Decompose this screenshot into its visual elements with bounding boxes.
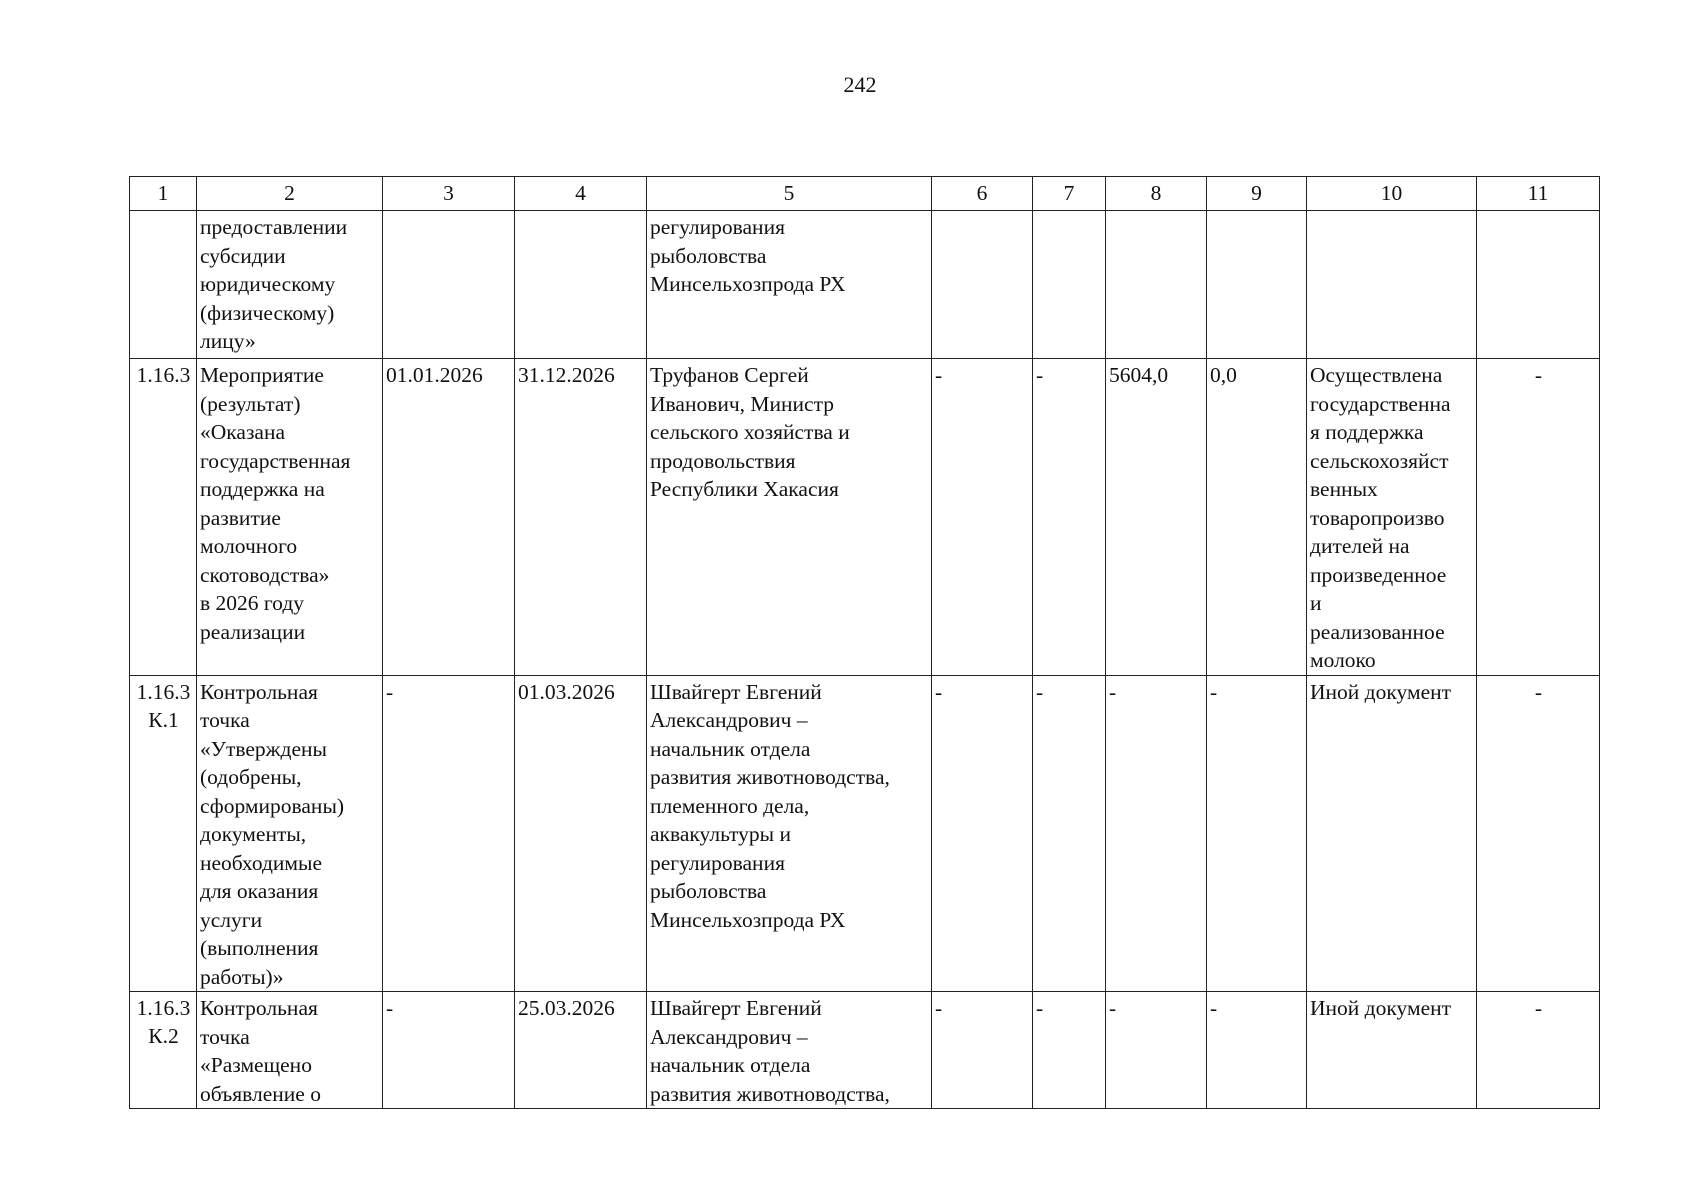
cell-line: работы)» — [200, 964, 284, 989]
cell-line: регулирования — [650, 850, 785, 875]
cell-line: Иной документ — [1310, 996, 1452, 1020]
cell-line: (физическому) — [200, 300, 335, 325]
cell-line: Иной документ — [1310, 679, 1452, 704]
cell-line: Иванович, Министр — [650, 391, 834, 416]
col6-value: - — [932, 992, 1033, 1109]
cell-line: (выполнения — [200, 936, 319, 960]
col9-value: - — [1207, 675, 1307, 992]
col9-value: 0,0 — [1207, 359, 1307, 676]
end-date — [515, 211, 647, 359]
cell-line: продовольствия — [650, 448, 796, 473]
column-header: 3 — [383, 177, 515, 211]
activity-name — [197, 211, 383, 359]
column-header: 1 — [130, 177, 197, 211]
cell-line: для оказания — [200, 879, 319, 903]
cell-line: сельскохозяйст — [1310, 448, 1449, 473]
table-row — [130, 211, 1600, 359]
cell-line: Минсельхозпрода РХ — [650, 272, 846, 296]
cell-line: Контрольная — [200, 679, 318, 704]
cell-line: аквакультуры и — [650, 822, 791, 846]
cell-line: молоко — [1310, 648, 1376, 672]
end-date: 25.03.2026 — [515, 992, 647, 1109]
cell-line: 1.16.3 — [136, 679, 191, 704]
column-header: 9 — [1207, 177, 1307, 211]
col11-value: - — [1477, 675, 1600, 992]
activity-name — [197, 675, 383, 992]
cell-line: (результат) — [200, 391, 301, 416]
col11-value: - — [1477, 359, 1600, 676]
cell-line: развития животноводства, — [650, 765, 890, 789]
col6-value: - — [932, 675, 1033, 992]
cell-line: (одобрены, — [200, 765, 302, 789]
start-date — [383, 211, 515, 359]
cell-line: дителей на — [1310, 534, 1410, 558]
column-header: 10 — [1307, 177, 1477, 211]
col7-value — [1033, 211, 1106, 359]
cell-line: субсидии — [200, 243, 286, 268]
cell-line: 1.16.3 — [136, 996, 191, 1020]
cell-line: К.2 — [148, 1024, 179, 1048]
cell-line: Мероприятие — [200, 363, 324, 387]
cell-line: «Размещено — [200, 1053, 312, 1077]
column-header: 7 — [1033, 177, 1106, 211]
column-header: 5 — [647, 177, 932, 211]
cell-line: товаропроизво — [1310, 505, 1445, 530]
cell-line: и — [1310, 591, 1322, 615]
cell-line: государственна — [1310, 391, 1451, 416]
page-number: 242 — [843, 72, 877, 97]
cell-line: предоставлении — [200, 215, 348, 239]
responsible-person — [647, 211, 932, 359]
cell-line: начальник отдела — [650, 1053, 811, 1077]
col8-value: 5604,0 — [1106, 359, 1207, 676]
cell-line: «Утверждены — [200, 736, 327, 761]
column-header: 8 — [1106, 177, 1207, 211]
column-header: 2 — [197, 177, 383, 211]
cell-line: 1.16.3 — [136, 363, 191, 387]
header-row — [130, 177, 1600, 211]
cell-line: начальник отдела — [650, 736, 811, 761]
cell-line: я поддержка — [1310, 420, 1424, 444]
col7-value: - — [1033, 992, 1106, 1109]
cell-line: услуги — [200, 907, 263, 932]
cell-line: поддержка на — [200, 477, 325, 501]
table-row — [130, 992, 1600, 1109]
col11-value — [1477, 211, 1600, 359]
cell-line: произведенное — [1310, 562, 1447, 587]
row-number — [130, 211, 197, 359]
col8-value — [1106, 211, 1207, 359]
row-number — [130, 675, 197, 992]
cell-line: точка — [200, 1024, 250, 1049]
table-row — [130, 359, 1600, 676]
col6-value — [932, 211, 1033, 359]
column-header: 11 — [1477, 177, 1600, 211]
cell-line: Контрольная — [200, 996, 318, 1020]
cell-line: точка — [200, 708, 250, 732]
col7-value: - — [1033, 359, 1106, 676]
start-date: - — [383, 675, 515, 992]
cell-line: лицу» — [200, 329, 256, 353]
cell-line: развитие — [200, 505, 281, 530]
cell-line: необходимые — [200, 850, 323, 875]
column-header: 4 — [515, 177, 647, 211]
cell-line: Александрович – — [650, 1024, 808, 1049]
activity-table — [129, 176, 1600, 1109]
responsible-person — [647, 992, 932, 1109]
cell-line: юридическому — [200, 272, 336, 296]
responsible-person — [647, 675, 932, 992]
start-date: 01.01.2026 — [383, 359, 515, 676]
cell-line: документы, — [200, 822, 307, 846]
row-number — [130, 359, 197, 676]
cell-line: Труфанов Сергей — [650, 363, 809, 387]
result-document — [1307, 211, 1477, 359]
cell-line: реализации — [200, 619, 306, 644]
cell-line: молочного — [200, 534, 298, 558]
column-header: 6 — [932, 177, 1033, 211]
cell-line: племенного дела, — [650, 793, 810, 818]
col6-value: - — [932, 359, 1033, 676]
cell-line: сельского хозяйства и — [650, 420, 850, 444]
cell-line: Швайгерт Евгений — [650, 996, 822, 1020]
end-date: 31.12.2026 — [515, 359, 647, 676]
col7-value: - — [1033, 675, 1106, 992]
col9-value: - — [1207, 992, 1307, 1109]
activity-name — [197, 359, 383, 676]
result-document — [1307, 675, 1477, 992]
cell-line: развития животноводства, — [650, 1081, 890, 1106]
cell-line: Александрович – — [650, 708, 808, 732]
cell-line: рыболовства — [650, 243, 767, 268]
cell-line: Швайгерт Евгений — [650, 679, 822, 704]
cell-line: объявление о — [200, 1081, 321, 1106]
start-date: - — [383, 992, 515, 1109]
cell-line: регулирования — [650, 215, 785, 239]
cell-line: сформированы) — [200, 793, 345, 818]
cell-line: Осуществлена — [1310, 363, 1443, 387]
cell-line: реализованное — [1310, 619, 1445, 644]
cell-line: в 2026 году — [200, 591, 305, 615]
col8-value: - — [1106, 992, 1207, 1109]
cell-line: государственная — [200, 448, 351, 473]
cell-line: Республики Хакасия — [650, 477, 839, 501]
cell-line: «Оказана — [200, 420, 286, 444]
result-document — [1307, 359, 1477, 676]
activity-name — [197, 992, 383, 1109]
responsible-person — [647, 359, 932, 676]
result-document — [1307, 992, 1477, 1109]
col9-value — [1207, 211, 1307, 359]
end-date: 01.03.2026 — [515, 675, 647, 992]
table-row — [130, 675, 1600, 992]
cell-line: скотоводства» — [200, 562, 330, 587]
cell-line: К.1 — [148, 707, 179, 732]
col8-value: - — [1106, 675, 1207, 992]
cell-line: Минсельхозпрода РХ — [650, 907, 846, 932]
col11-value: - — [1477, 992, 1600, 1109]
row-number — [130, 992, 197, 1109]
cell-line: венных — [1310, 477, 1378, 501]
cell-line: рыболовства — [650, 879, 767, 903]
